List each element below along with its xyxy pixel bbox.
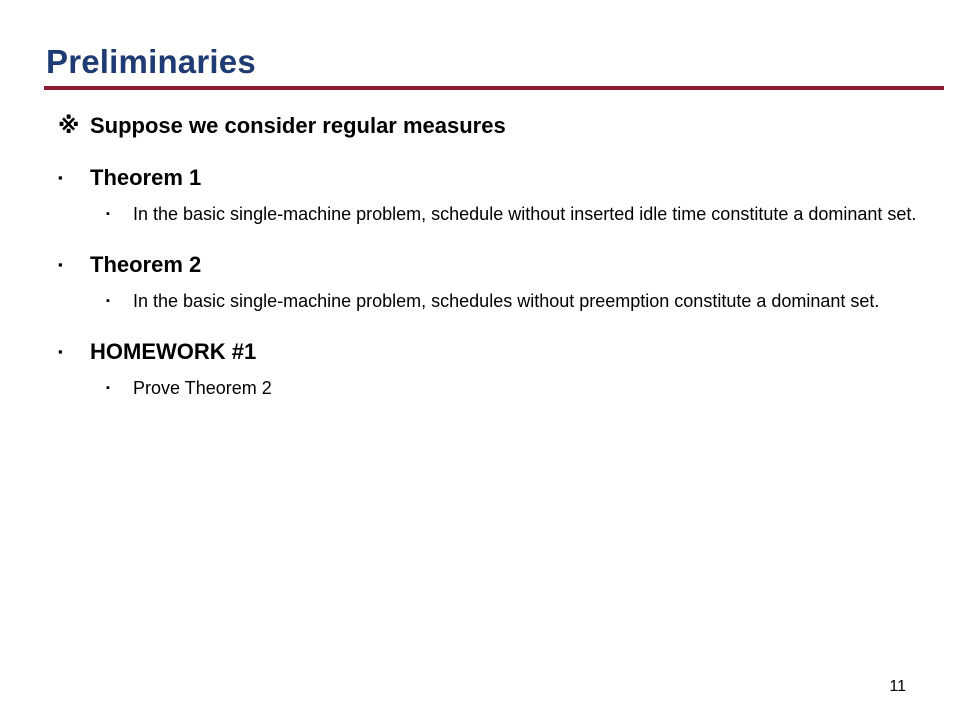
sub-bullet-homework xyxy=(106,374,918,403)
sub-bullet-text: In the basic single-machine problem, schedule without inserted idle time constitute a dominant set. xyxy=(133,204,917,224)
bullet-item-theorem-2 xyxy=(58,249,918,281)
bullet-text: Theorem 1 xyxy=(90,165,202,190)
square-bullet-icon: ▪ xyxy=(58,257,63,272)
reference-mark-icon: ※ xyxy=(58,113,80,138)
square-bullet-icon: ▪ xyxy=(106,208,110,220)
slide-title: Preliminaries xyxy=(46,43,256,80)
bullet-text: HOMEWORK #1 xyxy=(90,339,257,364)
sub-bullet-theorem-2 xyxy=(106,287,918,316)
bullet-item-regular-measures xyxy=(58,110,918,142)
bullet-item-homework xyxy=(58,336,918,368)
slide-body xyxy=(58,110,918,403)
sub-bullet-text: In the basic single-machine problem, schedules without preemption constitute a dominant set. xyxy=(133,291,880,311)
sub-bullet-theorem-1 xyxy=(106,200,918,229)
square-bullet-icon: ▪ xyxy=(106,382,110,394)
bullet-text: Suppose we consider regular measures xyxy=(90,113,506,138)
square-bullet-icon: ▪ xyxy=(58,170,63,185)
square-bullet-icon: ▪ xyxy=(58,344,63,359)
title-underline xyxy=(44,86,944,90)
bullet-item-theorem-1 xyxy=(58,162,918,194)
bullet-text: Theorem 2 xyxy=(90,252,202,277)
sub-bullet-text: Prove Theorem 2 xyxy=(133,378,272,398)
square-bullet-icon: ▪ xyxy=(106,295,110,307)
page-number: 11 xyxy=(889,678,906,695)
